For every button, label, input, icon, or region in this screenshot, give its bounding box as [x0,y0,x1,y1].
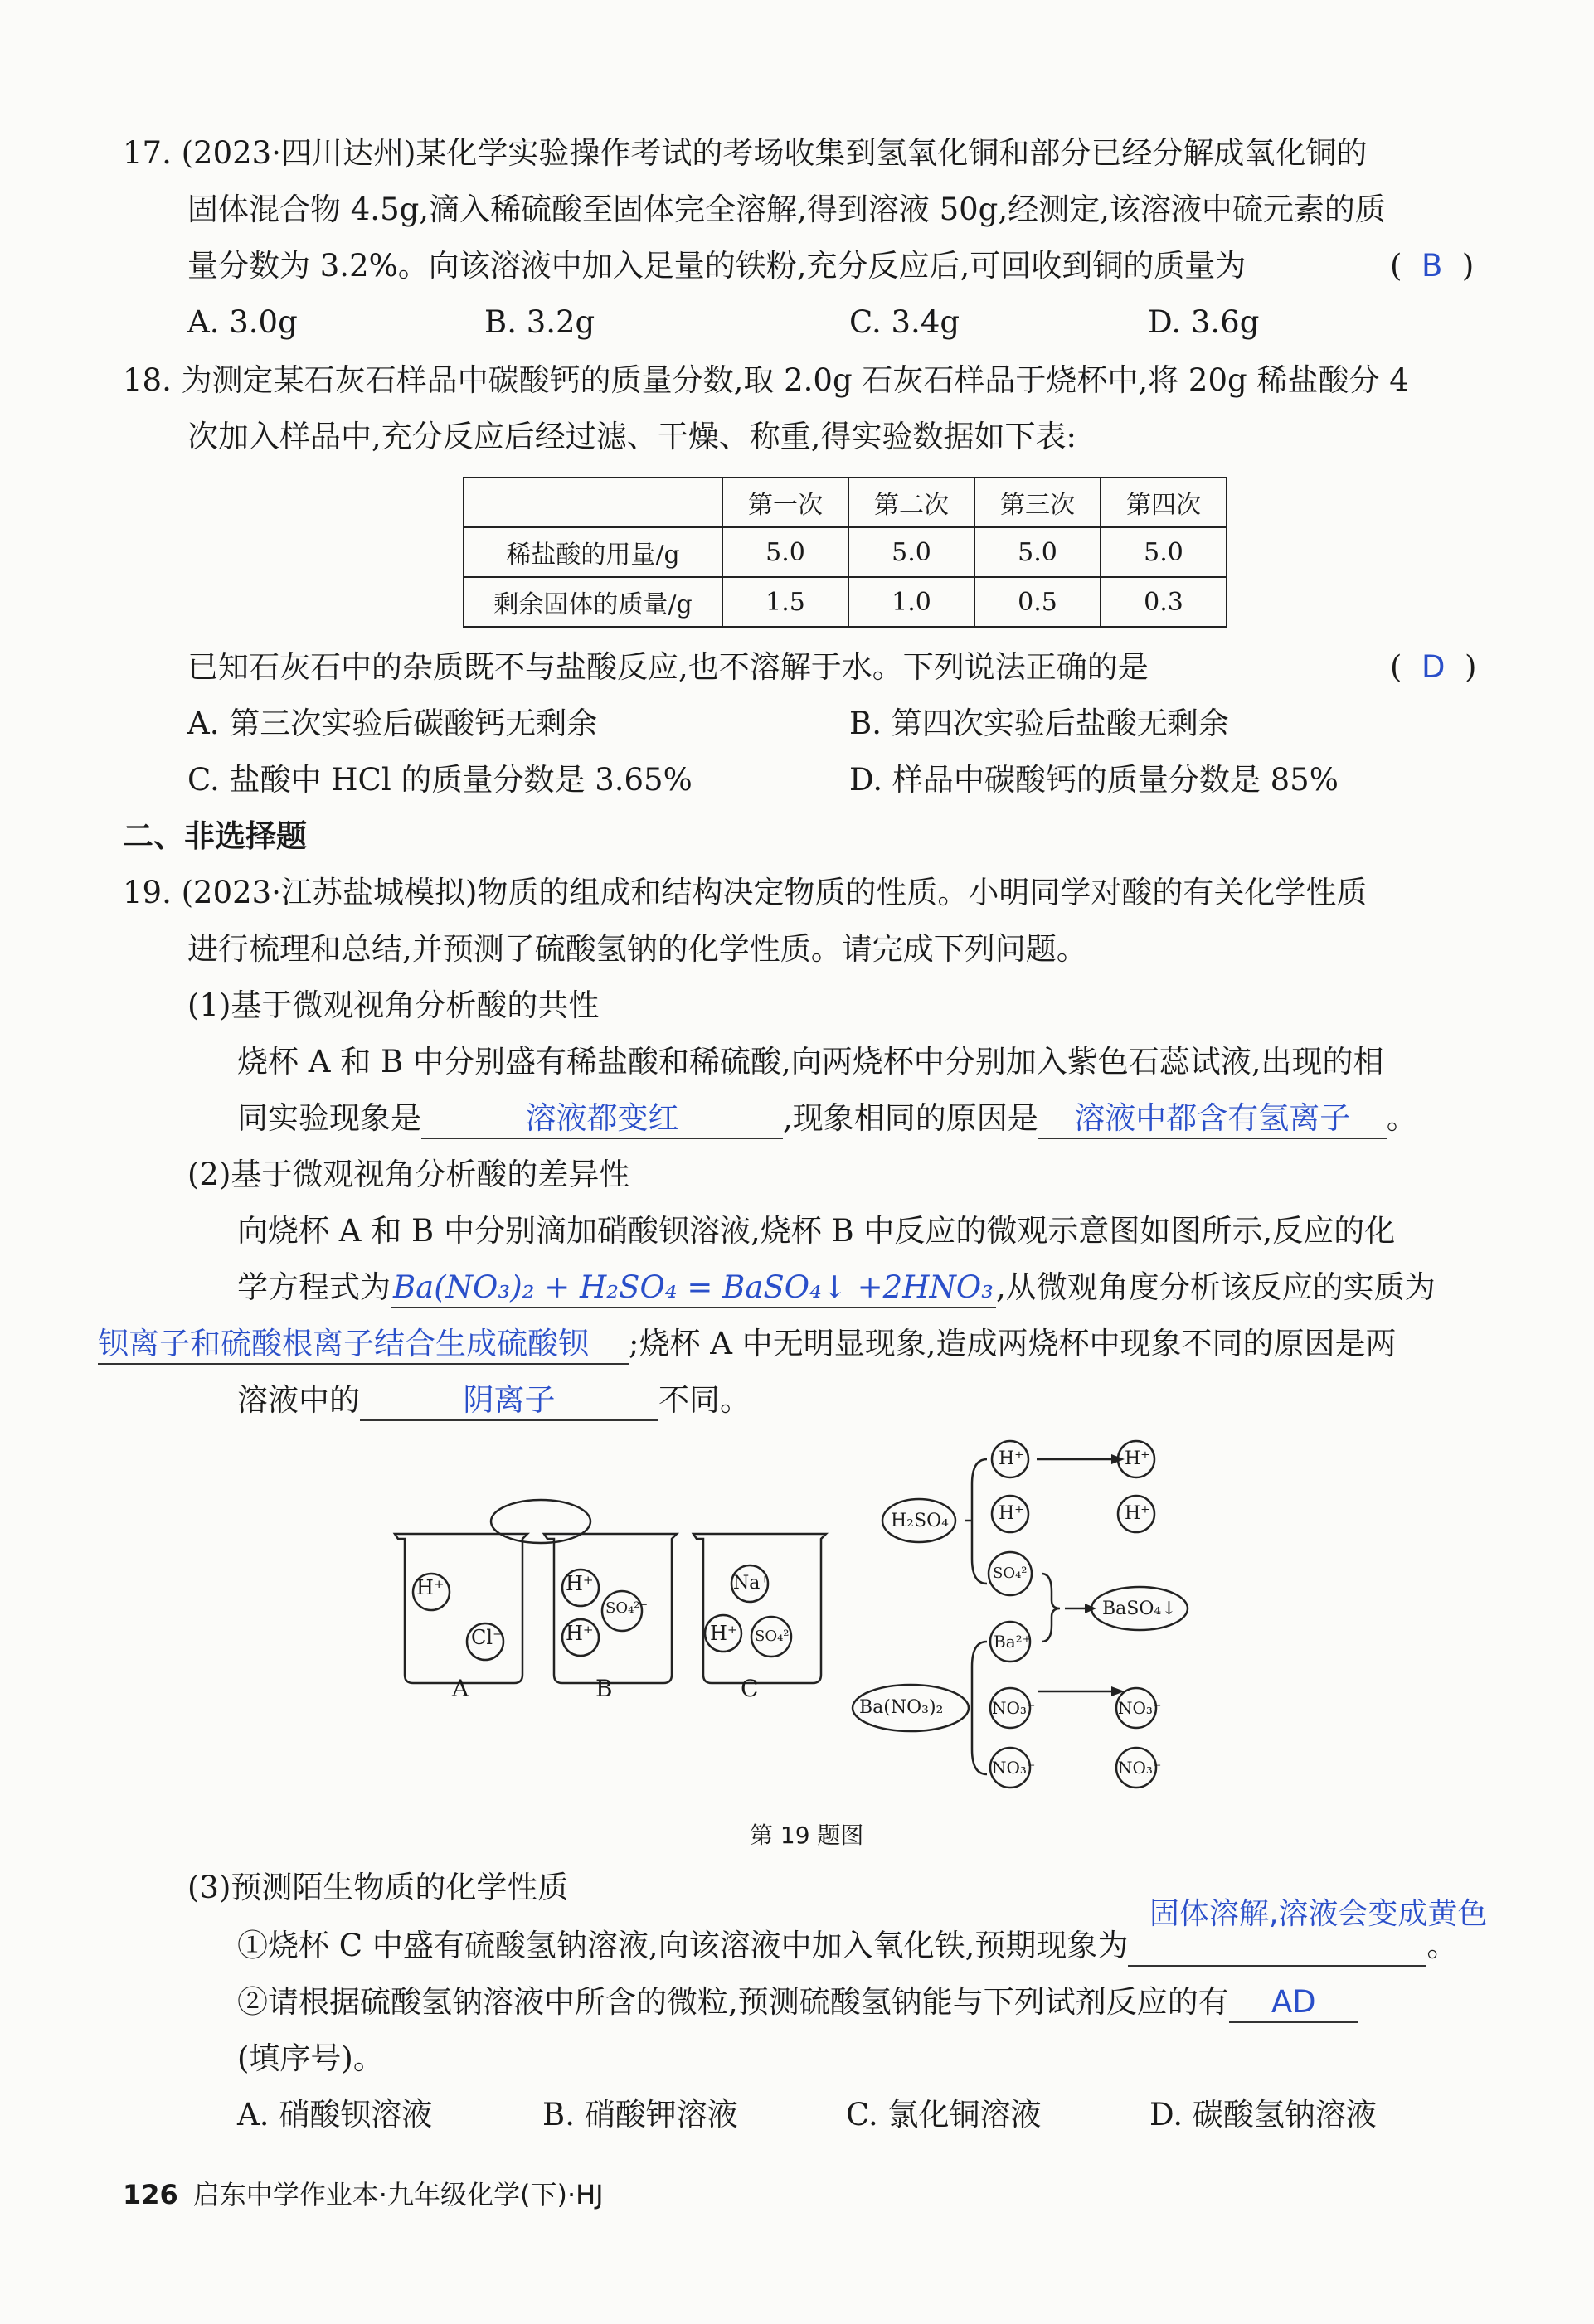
beaker-b-ion-2: SO₄²⁻ [605,1599,649,1617]
table-cell: 0.5 [974,577,1101,627]
q17-option-b: B. 3.2g [484,304,595,340]
q18-data-table [463,477,1227,628]
prompt-text: 。 [1386,1100,1417,1136]
no3-ion-3: NO₃⁻ [1118,1698,1162,1718]
q19-part3-line-2 [237,1982,1358,2023]
q17-line-2: 固体混合物 4.5g,滴入稀硫酸至固体完全溶解,得到溶液 50g,经测定,该溶液中硫元素的质 [187,192,1386,227]
beaker-a-ion-2: Cl⁻ [471,1626,503,1649]
table-cell: 5.0 [722,527,848,577]
table-header-cell: 第三次 [974,478,1101,527]
q19-line-2: 进行梳理和总结,并预测了硫酸氢钠的化学性质。请完成下列问题。 [187,931,1087,967]
h-ion-3: H⁺ [1125,1448,1150,1469]
q18-option-d: D. 样品中碳酸钙的质量分数是 85% [849,762,1339,798]
beaker-a-ion-1: H⁺ [416,1576,445,1599]
h2so4-label: H₂SO₄ [891,1511,949,1531]
q18-answer-paren: ( D ) [1390,649,1477,685]
table-header-cell: 第四次 [1101,478,1227,527]
q19-option-a: A. 硝酸钡溶液 [237,2097,433,2132]
table-cell: 剩余固体的质量/g [464,577,722,627]
prompt-text: 。 [1426,1928,1458,1963]
table-cell: 1.5 [722,577,848,627]
table-header-cell: 第一次 [722,478,848,527]
handwritten-answer: 溶液都变红 [525,1100,679,1136]
h-ion-4: H⁺ [1125,1503,1150,1524]
no3-ion-2: NO₃⁻ [992,1758,1036,1778]
handwritten-answer: 阴离子 [463,1382,556,1418]
prompt-text: ①烧杯 C 中盛有硫酸氢钠溶液,向该溶液中加入氧化铁,预期现象为 [237,1928,1129,1963]
figure-caption: 第 19 题图 [750,1822,864,1849]
beaker-c-label: C [741,1675,759,1702]
q17-line-3: 量分数为 3.2%。向该溶液中加入足量的铁粉,充分反应后,可回收到铜的质量为 [187,248,1247,284]
prompt-text: ②请根据硫酸氢钠溶液中所含的微粒,预测硫酸氢钠能与下列试剂反应的有 [237,1984,1229,2020]
answer-blank-essence [98,1325,629,1365]
beaker-a [395,1534,527,1683]
answer-blank-prediction [1128,1965,1426,1967]
q19-part3-title: (3)预测陌生物质的化学性质 [187,1870,569,1905]
page-footer [123,2174,604,2212]
q17-line-1: 17. (2023·四川达州)某化学实验操作考试的考场收集到氢氧化铜和部分已经分解成氧化铜的 [123,135,1368,171]
q17-option-a: A. 3.0g [187,304,298,340]
table-cell: 0.3 [1101,577,1227,627]
beaker-c [693,1534,826,1683]
q18-line-3: 已知石灰石中的杂质既不与盐酸反应,也不溶解于水。下列说法正确的是 [187,649,1149,685]
q19-figure [381,1434,1211,1866]
prompt-text: 溶液中的 [237,1382,360,1418]
page-number: 126 [123,2179,178,2210]
prompt-text: ;烧杯 A 中无明显现象,造成两烧杯中现象不同的原因是两 [629,1326,1397,1361]
q18-option-c: C. 盐酸中 HCl 的质量分数是 3.65% [187,762,693,798]
table-cell: 5.0 [974,527,1101,577]
q18-option-b: B. 第四次实验后盐酸无剩余 [849,706,1229,741]
answer-blank-reason [1038,1099,1387,1139]
handwritten-answer-phenomenon: 固体溶解,溶液会变成黄色 [1149,1897,1488,1931]
answer-blank-phenomenon [421,1099,783,1139]
q18-answer: D [1421,649,1446,685]
beaker-c-ion-1: Na⁺ [733,1573,770,1594]
prompt-text: ,现象相同的原因是 [783,1100,1038,1136]
no3-ion-1: NO₃⁻ [992,1698,1036,1718]
q19-part2-line-4 [237,1380,751,1421]
prompt-text: 同实验现象是 [237,1100,421,1136]
answer-blank-reagents [1229,1983,1358,2023]
so4-ion: SO₄²⁻ [993,1565,1036,1582]
answer-blank-equation [391,1269,996,1308]
q19-part2-line-2 [237,1267,1436,1308]
q19-part3-line-1 [237,1925,1457,1967]
q19-part1-title: (1)基于微观视角分析酸的共性 [187,987,600,1023]
q19-option-b: B. 硝酸钾溶液 [542,2097,738,2132]
book-title: 启东中学作业本·九年级化学(下)·HJ [192,2179,604,2210]
prompt-text: 学方程式为 [237,1269,391,1305]
handwritten-answer: 溶液中都含有氢离子 [1074,1100,1351,1136]
ba-ion: Ba²⁺ [994,1632,1032,1652]
beaker-b-ion-3: H⁺ [566,1622,594,1645]
table-cell: 5.0 [1101,527,1227,577]
baso4-label: BaSO₄↓ [1102,1599,1177,1619]
beaker-c-ion-2: H⁺ [710,1622,738,1645]
q19-part2-line-3 [98,1323,1396,1365]
table-header-row [464,478,1227,527]
beaker-a-label: A [452,1675,469,1702]
q17-answer: B [1421,248,1443,284]
q19-line-1: 19. (2023·江苏盐城模拟)物质的组成和结构决定物质的性质。小明同学对酸的有关化学性质 [123,875,1368,910]
answer-blank-ions [360,1381,658,1421]
section-heading: 二、非选择题 [123,818,307,854]
table-header-cell: 第二次 [848,478,974,527]
h-ion-2: H⁺ [999,1503,1024,1524]
prompt-text: ,从微观角度分析该反应的实质为 [996,1269,1436,1305]
q18-line-2: 次加入样品中,充分反应后经过滤、干燥、称重,得实验数据如下表: [187,419,1076,454]
prompt-text: 不同。 [658,1382,751,1418]
table-cell: 5.0 [848,527,974,577]
q19-part2-line-1: 向烧杯 A 和 B 中分别滴加硝酸钡溶液,烧杯 B 中反应的微观示意图如图所示,反应的化 [237,1213,1396,1249]
q18-line-1: 18. 为测定某石灰石样品中碳酸钙的质量分数,取 2.0g 石灰石样品于烧杯中,将 20g 稀盐酸分 4 [123,362,1409,398]
no3-ion-4: NO₃⁻ [1118,1758,1162,1778]
beaker-b-ion-1: H⁺ [566,1572,594,1595]
q19-part2-title: (2)基于微观视角分析酸的差异性 [187,1157,630,1192]
table-cell: 1.0 [848,577,974,627]
table-cell: 稀盐酸的用量/g [464,527,722,577]
handwritten-equation: Ba(NO₃)₂ + H₂SO₄ = BaSO₄↓ +2HNO₃ [392,1269,994,1305]
bano3-label: Ba(NO₃)₂ [859,1697,944,1718]
q17-answer-paren: ( B ) [1390,248,1475,284]
table-row [464,527,1227,577]
q17-option-c: C. 3.4g [849,304,960,340]
q19-option-c: C. 氯化铜溶液 [846,2097,1042,2132]
table-row [464,577,1227,627]
q19-part1-line-2 [237,1098,1417,1139]
q17-option-d: D. 3.6g [1148,304,1260,340]
handwritten-answer: 钡离子和硫酸根离子结合生成硫酸钡 [98,1326,589,1361]
q19-option-d: D. 碳酸氢钠溶液 [1149,2097,1377,2132]
beaker-b-label: B [595,1675,613,1702]
handwritten-answer: AD [1271,1984,1316,2020]
table-header-cell [464,478,722,527]
q19-part3-line-3: (填序号)。 [237,2040,384,2076]
q19-part1-line-1: 烧杯 A 和 B 中分别盛有稀盐酸和稀硫酸,向两烧杯中分别加入紫色石蕊试液,出现的相 [237,1044,1384,1080]
q18-option-a: A. 第三次实验后碳酸钙无剩余 [187,706,598,741]
beaker-c-ion-3: SO₄²⁻ [755,1628,798,1645]
h-ion-1: H⁺ [999,1448,1024,1469]
